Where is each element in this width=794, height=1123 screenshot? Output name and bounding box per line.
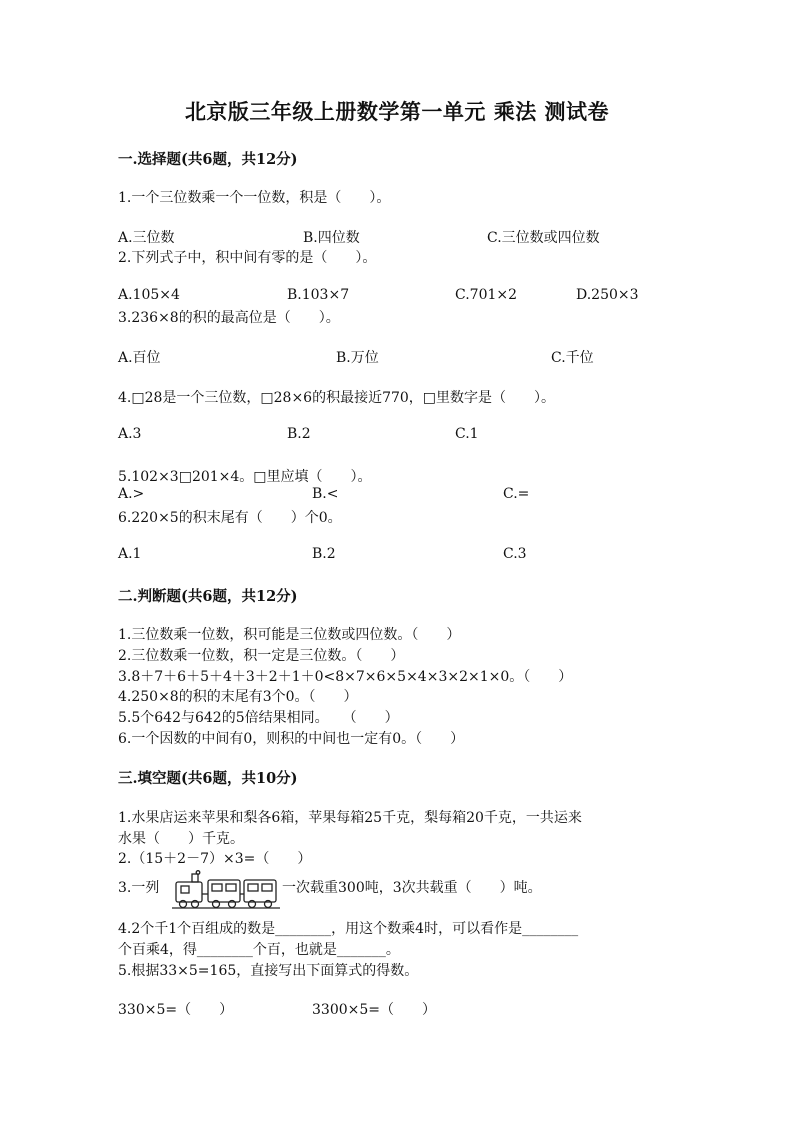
question-stem: 3.236×8的积的最高位是（ ）。	[118, 310, 340, 326]
train-icon	[172, 870, 280, 910]
question-stem: 5.102×3□201×4。□里应填（ ）。	[118, 469, 372, 485]
judge-item: 3.8＋7＋6＋5＋4＋3＋2＋1＋0<8×7×6×5×4×3×2×1×0。（ ）	[118, 669, 573, 685]
question-stem: 6.220×5的积末尾有（ ）个0。	[118, 510, 342, 526]
option: A.>	[118, 486, 145, 502]
judge-item: 1.三位数乘一位数，积可能是三位数或四位数。（ ）	[118, 627, 461, 643]
option: B.103×7	[287, 287, 350, 303]
option: A.三位数	[118, 230, 175, 246]
option: C.=	[503, 486, 530, 502]
option: B.四位数	[303, 230, 360, 246]
fill-question: 3300×5=（ ）	[312, 1002, 436, 1018]
option: C.3	[503, 546, 527, 562]
judge-item: 5.5个642与642的5倍结果相同。 （ ）	[118, 710, 399, 726]
option: A.1	[118, 546, 142, 562]
option: B.2	[312, 546, 336, 562]
option: A.105×4	[118, 287, 180, 303]
section-heading-judge: 二.判断题(共6题，共12分)	[118, 588, 298, 605]
option: C.1	[455, 426, 479, 442]
fill-question: 一次载重300吨，3次共载重（ ）吨。	[282, 880, 542, 896]
page-title: 北京版三年级上册数学第一单元 乘法 测试卷	[184, 99, 610, 124]
fill-question: 4.2个千1个百组成的数是________，用这个数乘4时，可以看作是________	[118, 921, 579, 937]
judge-item: 2.三位数乘一位数，积一定是三位数。（ ）	[118, 648, 405, 664]
option: B.<	[312, 486, 339, 502]
fill-question: 个百乘4，得________个百，也就是_______。	[118, 942, 400, 958]
option: C.701×2	[455, 287, 518, 303]
option: B.万位	[336, 350, 379, 366]
section-heading-fill: 三.填空题(共6题，共10分)	[118, 770, 298, 787]
fill-question: 1.水果店运来苹果和梨各6箱，苹果每箱25千克，梨每箱20千克，一共运来	[118, 810, 582, 826]
option: A.百位	[118, 350, 161, 366]
fill-question: 2.（15＋2－7）×3=（ ）	[118, 851, 312, 867]
option: A.3	[118, 426, 142, 442]
option: B.2	[287, 426, 311, 442]
question-stem: 1.一个三位数乘一个一位数，积是（ ）。	[118, 190, 391, 206]
question-stem: 4.□28是一个三位数，□28×6的积最接近770，□里数字是（ ）。	[118, 390, 556, 406]
fill-question: 水果（ ）千克。	[118, 831, 244, 847]
option: C.三位数或四位数	[487, 230, 600, 246]
judge-item: 6.一个因数的中间有0，则积的中间也一定有0。（ ）	[118, 731, 465, 747]
fill-question: 3.一列	[118, 880, 160, 896]
judge-item: 4.250×8的积的末尾有3个0。（ ）	[118, 689, 358, 705]
section-heading-choice: 一.选择题(共6题，共12分)	[118, 151, 298, 168]
option: C.千位	[551, 350, 594, 366]
option: D.250×3	[576, 287, 639, 303]
fill-question: 330×5=（ ）	[118, 1002, 234, 1018]
question-stem: 2.下列式子中，积中间有零的是（ ）。	[118, 250, 377, 266]
fill-question: 5.根据33×5=165，直接写出下面算式的得数。	[118, 963, 419, 979]
